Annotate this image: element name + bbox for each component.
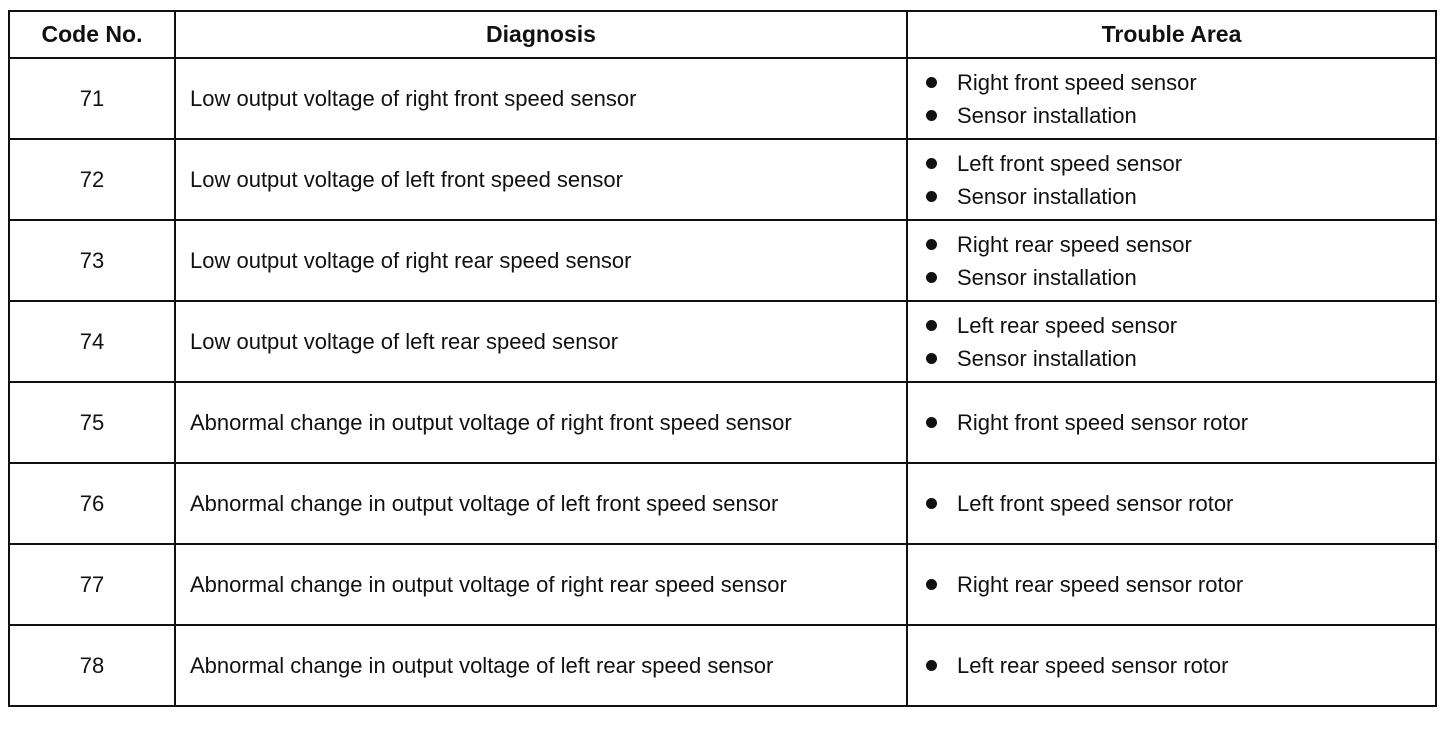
trouble-area-list	[926, 406, 1435, 439]
trouble-area-item: Left rear speed sensor rotor	[957, 653, 1229, 678]
code-number-cell: 74	[9, 301, 175, 382]
bullet-icon	[926, 353, 937, 364]
table-body	[9, 58, 1436, 706]
trouble-area-cell	[907, 220, 1436, 301]
trouble-area-cell	[907, 544, 1436, 625]
code-number-cell: 72	[9, 139, 175, 220]
trouble-area-item: Sensor installation	[957, 183, 1137, 209]
bullet-icon	[926, 660, 937, 671]
table-row	[9, 544, 1436, 625]
bullet-icon	[926, 158, 937, 169]
table-row	[9, 139, 1436, 220]
list-item	[926, 406, 1435, 439]
trouble-area-item: Left rear speed sensor	[957, 312, 1178, 338]
trouble-area-cell	[907, 139, 1436, 220]
trouble-area-item: Right rear speed sensor rotor	[957, 572, 1244, 597]
table-row	[9, 301, 1436, 382]
header-trouble-area: Trouble Area	[907, 11, 1436, 58]
diagnosis-cell: Low output voltage of right rear speed sensor	[175, 220, 907, 301]
code-number-cell: 76	[9, 463, 175, 544]
table-row	[9, 463, 1436, 544]
code-number-cell: 73	[9, 220, 175, 301]
trouble-area-list	[926, 66, 1435, 132]
diagnosis-cell: Abnormal change in output voltage of right rear speed sensor	[175, 544, 907, 625]
diagnostic-code-table	[8, 10, 1437, 707]
table-row	[9, 625, 1436, 706]
list-item	[926, 342, 1435, 375]
table-row	[9, 58, 1436, 139]
trouble-area-list	[926, 309, 1435, 375]
bullet-icon	[926, 77, 937, 88]
diagnosis-cell: Low output voltage of right front speed sensor	[175, 58, 907, 139]
list-item	[926, 568, 1435, 601]
code-number-cell: 77	[9, 544, 175, 625]
bullet-icon	[926, 417, 937, 428]
diagnosis-cell: Abnormal change in output voltage of left front speed sensor	[175, 463, 907, 544]
list-item	[926, 487, 1435, 520]
trouble-area-item: Sensor installation	[957, 345, 1137, 371]
bullet-icon	[926, 320, 937, 331]
bullet-icon	[926, 498, 937, 509]
trouble-area-list	[926, 147, 1435, 213]
trouble-area-cell	[907, 625, 1436, 706]
list-item	[926, 147, 1435, 180]
header-code-no: Code No.	[9, 11, 175, 58]
trouble-area-list	[926, 228, 1435, 294]
trouble-area-item: Right front speed sensor	[957, 69, 1197, 95]
list-item	[926, 180, 1435, 213]
list-item	[926, 99, 1435, 132]
trouble-area-cell	[907, 382, 1436, 463]
trouble-area-cell	[907, 58, 1436, 139]
trouble-area-list	[926, 487, 1435, 520]
trouble-area-item: Sensor installation	[957, 264, 1137, 290]
table-header-row	[9, 11, 1436, 58]
bullet-icon	[926, 239, 937, 250]
table-row	[9, 220, 1436, 301]
trouble-area-cell	[907, 301, 1436, 382]
trouble-area-cell	[907, 463, 1436, 544]
trouble-area-item: Left front speed sensor	[957, 150, 1183, 176]
bullet-icon	[926, 272, 937, 283]
list-item	[926, 66, 1435, 99]
bullet-icon	[926, 579, 937, 590]
diagnosis-cell: Low output voltage of left front speed sensor	[175, 139, 907, 220]
trouble-area-list	[926, 568, 1435, 601]
header-diagnosis: Diagnosis	[175, 11, 907, 58]
bullet-icon	[926, 191, 937, 202]
list-item	[926, 228, 1435, 261]
bullet-icon	[926, 110, 937, 121]
code-number-cell: 75	[9, 382, 175, 463]
trouble-area-item: Sensor installation	[957, 102, 1137, 128]
trouble-area-item: Right rear speed sensor	[957, 231, 1192, 257]
trouble-area-item: Left front speed sensor rotor	[957, 491, 1234, 516]
diagnosis-cell: Abnormal change in output voltage of left rear speed sensor	[175, 625, 907, 706]
list-item	[926, 649, 1435, 682]
list-item	[926, 261, 1435, 294]
code-number-cell: 71	[9, 58, 175, 139]
diagnosis-cell: Abnormal change in output voltage of right front speed sensor	[175, 382, 907, 463]
code-number-cell: 78	[9, 625, 175, 706]
trouble-area-item: Right front speed sensor rotor	[957, 410, 1249, 435]
table-row	[9, 382, 1436, 463]
list-item	[926, 309, 1435, 342]
trouble-area-list	[926, 649, 1435, 682]
diagnosis-cell: Low output voltage of left rear speed sensor	[175, 301, 907, 382]
